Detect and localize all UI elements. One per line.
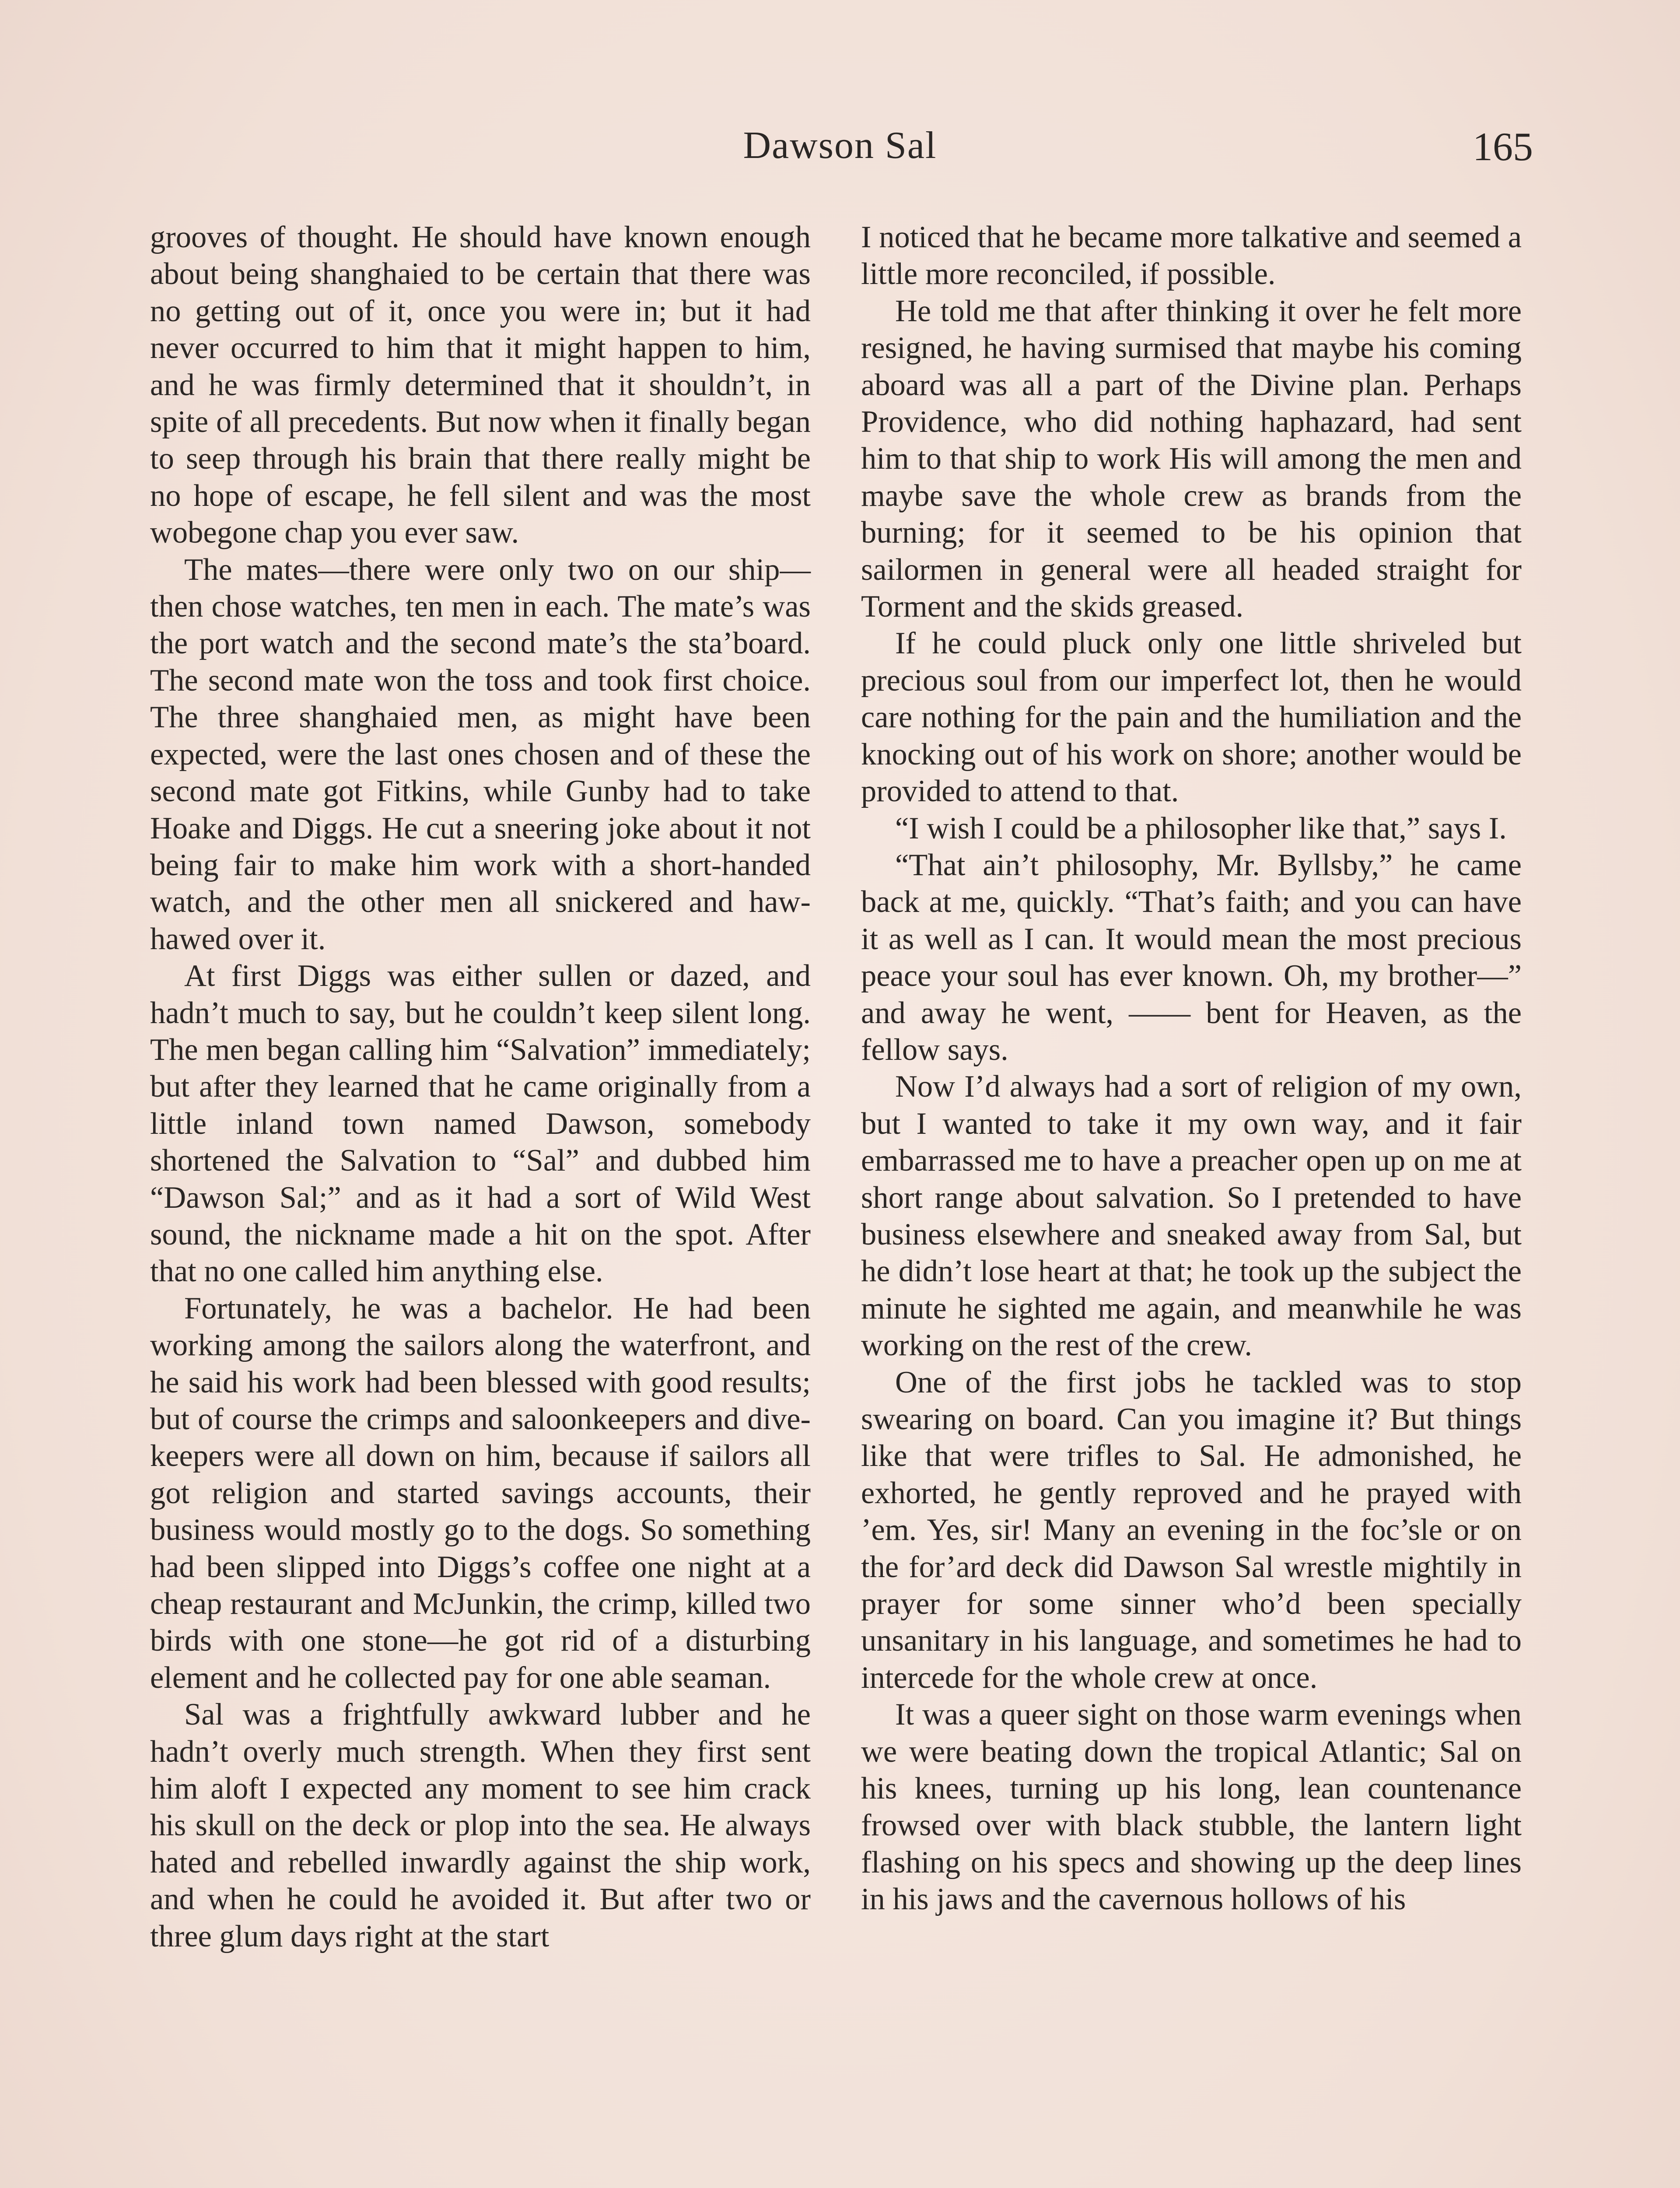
paragraph: I noticed that he became more talkative and seemed a little more reconciled, if possible.: [861, 220, 1522, 291]
page-number: 165: [1473, 124, 1533, 169]
paragraph: The mates—there were only two on our ship—then chose watches, ten men in each. The mate’s was the port watch and the second mate’s the sta’board. The second mate won the toss and took first choice. The three shanghaied men, as might have been expected, were the last ones chosen and of these the second mate got Fitkins, while Gunby had to take Hoake and Diggs. He cut a sneering joke about it not being fair to make him work with a short-handed watch, and the other men all snickered and haw-hawed over it.: [150, 552, 811, 956]
paragraph: At first Diggs was either sullen or dazed, and hadn’t much to say, but he couldn’t keep silent long. The men began calling him “Salvation” immediately; but after they learned that he came originally from a little inland town named Dawson, somebody shortened the Salvation to “Sal” and dubbed him “Dawson Sal;” and as it had a sort of Wild West sound, the nickname made a hit on the spot. After that no one called him anything else.: [150, 959, 811, 1289]
paragraph: grooves of thought. He should have known enough about being shanghaied to be certain that there was no getting out of it, once you were in; but it had never occurred to him that it might happen to him, and he was firmly determined that it shouldn’t, in spite of all precedents. But now when it finally began to seep through his brain that there really might be no hope of escape, he fell silent and was the most wobegone chap you ever saw.: [150, 220, 811, 550]
paragraph: Fortunately, he was a bachelor. He had been working among the sailors along the waterfront, and he said his work had been blessed with good results; but of course the crimps and saloonkeepers and dive-keepers were all down on him, because if sailors all got religion and started savings accounts, their business would mostly go to the dogs. So something had been slipped into Diggs’s coffee one night at a cheap restaurant and McJunkin, the crimp, killed two birds with one stone—he got rid of a disturbing element and he collected pay for one able seaman.: [150, 1291, 811, 1695]
paragraph: Sal was a frightfully awkward lubber and he hadn’t overly much strength. When they first sent him aloft I expected any moment to see him crack his skull on the deck or plop into the sea. He always hated and rebelled inwardly against the ship work, and when he could he avoided it. But after two or three glum days right at the start: [150, 1697, 811, 1953]
paragraph: One of the first jobs he tackled was to stop swearing on board. Can you imagine it? But things like that were trifles to Sal. He admonished, he exhorted, he gently reproved and he prayed with ’em. Yes, sir! Many an evening in the foc’sle or on the for’ard deck did Dawson Sal wrestle mightily in prayer for some sinner who’d been specially unsanitary in his language, and sometimes he had to intercede for the whole crew at once.: [861, 1365, 1522, 1695]
paragraph: He told me that after thinking it over he felt more resigned, he having surmised that maybe his coming aboard was all a part of the Divine plan. Perhaps Providence, who did nothing haphazard, had sent him to that ship to work His will among the men and maybe save the whole crew as brands from the burning; for it seemed to be his opinion that sailormen in general were all headed straight for Torment and the skids greased.: [861, 294, 1522, 624]
running-title: Dawson Sal: [743, 124, 937, 167]
left-column: [150, 219, 811, 1955]
paragraph: “That ain’t philosophy, Mr. Byllsby,” he came back at me, quickly. “That’s faith; and you can have it as well as I can. It would mean the most precious peace your soul has ever known. Oh, my brother—” and away he went, —— bent for Heaven, as the fellow says.: [861, 848, 1522, 1067]
paragraph: Now I’d always had a sort of religion of my own, but I wanted to take it my own way, and it fair embarrassed me to have a preacher open up on me at short range about salvation. So I pretended to have business elsewhere and sneaked away from Sal, but he didn’t lose heart at that; he took up the subject the minute he sighted me again, and meanwhile he was working on the rest of the crew.: [861, 1069, 1522, 1363]
paragraph: “I wish I could be a philosopher like that,” says I.: [895, 811, 1507, 845]
right-column: [861, 219, 1522, 1918]
paragraph: If he could pluck only one little shriveled but precious soul from our imperfect lot, then he would care nothing for the pain and the humiliation and the knocking out of his work on shore; another would be provided to attend to that.: [861, 626, 1522, 809]
paragraph: It was a queer sight on those warm evenings when we were beating down the tropical Atlantic; Sal on his knees, turning up his long, lean countenance frowsed over with black stubble, the lantern light flashing on his specs and showing up the deep lines in his jaws and the cavernous hollows of his: [861, 1697, 1522, 1917]
running-header: [0, 123, 1680, 185]
